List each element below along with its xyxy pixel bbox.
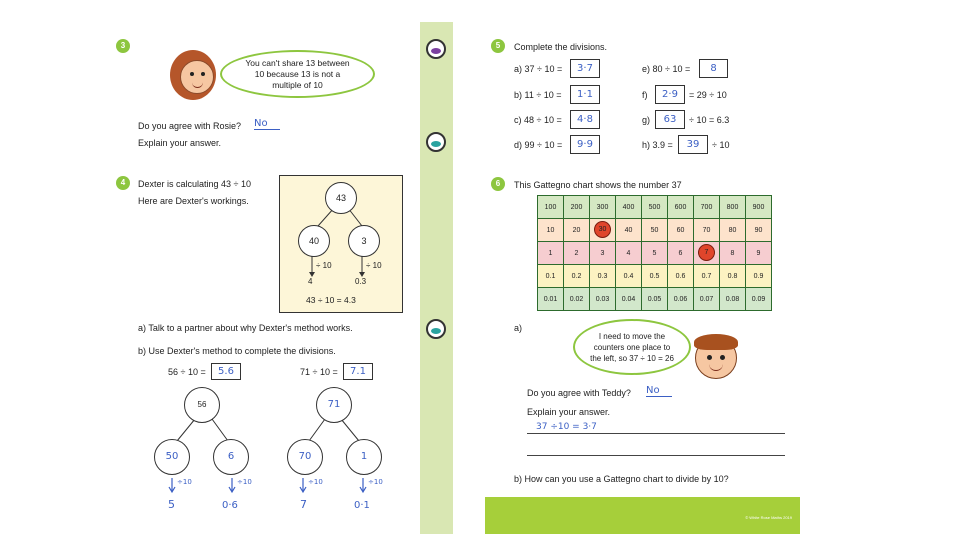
operation-label: ÷10	[177, 478, 192, 486]
chart-cell	[538, 196, 564, 219]
part-circle: 40	[298, 225, 330, 257]
operation-label: ÷10	[368, 478, 383, 486]
result-value: 0.3	[355, 277, 367, 286]
q4-intro-2: Here are Dexter's workings.	[138, 196, 249, 206]
cell-value: 90	[754, 226, 763, 234]
cell-value: 0.3	[597, 272, 608, 280]
question-number: 5	[491, 39, 505, 53]
answer-box[interactable]: 4·8	[570, 110, 600, 129]
chart-cell	[616, 265, 642, 288]
cell-value: 0.4	[623, 272, 634, 280]
cell-value: 0.7	[701, 272, 712, 280]
sticker-icon	[426, 319, 446, 339]
cell-value: 80	[728, 226, 737, 234]
division-item: e) 80 ÷ 10 =	[642, 64, 691, 74]
cell-value: 50	[650, 226, 659, 234]
part-a-label: a)	[514, 323, 523, 333]
cell-value: 20	[572, 226, 581, 234]
operation-label: ÷ 10	[316, 261, 332, 270]
chart-cell	[538, 242, 564, 265]
cell-value: 100	[544, 203, 557, 211]
answer-box[interactable]: 9·9	[570, 135, 600, 154]
cell-value: 0.09	[751, 295, 766, 303]
chart-cell	[668, 196, 694, 219]
cell-value: 0.04	[621, 295, 636, 303]
answer-box[interactable]: 2·9	[655, 85, 685, 104]
chart-cell	[564, 242, 590, 265]
cell-value: 0.07	[699, 295, 714, 303]
page-gutter	[420, 22, 453, 534]
chart-cell	[668, 288, 694, 311]
cell-value: 0.2	[571, 272, 582, 280]
cell-value: 0.06	[673, 295, 688, 303]
cell-value: 4	[626, 249, 631, 257]
counter-label: 7	[704, 249, 709, 256]
division-item: = 29 ÷ 10	[689, 90, 727, 100]
result-value: 5	[168, 498, 175, 511]
agree-prompt: Do you agree with Rosie?	[138, 121, 242, 131]
chart-cell	[668, 265, 694, 288]
chart-cell	[642, 242, 668, 265]
chart-cell	[642, 265, 668, 288]
result-value: 4	[308, 277, 313, 286]
teddy-face-icon	[695, 337, 737, 379]
chart-cell	[694, 288, 720, 311]
result-value: 0·6	[222, 500, 238, 511]
chart-cell	[694, 219, 720, 242]
explain-prompt: Explain your answer.	[138, 138, 222, 148]
whole-circle: 56	[184, 387, 220, 423]
answer-box[interactable]: 8	[699, 59, 728, 78]
answer-line	[527, 433, 785, 434]
chart-row	[538, 242, 772, 265]
cell-value: 500	[648, 203, 661, 211]
cell-value: 5	[652, 249, 657, 257]
chart-cell	[616, 196, 642, 219]
chart-row	[538, 288, 772, 311]
cell-value: 0.02	[569, 295, 584, 303]
cell-value: 600	[674, 203, 687, 211]
cell-value: 300	[596, 203, 609, 211]
question-number: 3	[116, 39, 130, 53]
cell-value: 40	[624, 226, 633, 234]
result-value: 0·1	[354, 500, 370, 511]
tree-question: 56 ÷ 10 =	[168, 367, 206, 377]
answer-box[interactable]: 39	[678, 135, 708, 154]
chart-cell	[642, 288, 668, 311]
cell-value: 3	[600, 249, 605, 257]
cell-value: 6	[678, 249, 683, 257]
part-b: b) Use Dexter's method to complete the divisions.	[138, 346, 336, 356]
cell-value: 9	[756, 249, 761, 257]
question-number: 4	[116, 176, 130, 190]
counter-icon[interactable]	[698, 244, 715, 261]
operation-label: ÷ 10	[366, 261, 382, 270]
chart-cell	[590, 242, 616, 265]
chart-cell	[746, 219, 772, 242]
cell-value: 60	[676, 226, 685, 234]
chart-cell	[746, 242, 772, 265]
equation: 43 ÷ 10 = 4.3	[306, 295, 356, 305]
chart-cell	[616, 219, 642, 242]
chart-cell	[590, 219, 616, 242]
rosie-face-icon	[180, 60, 214, 94]
division-item: d) 99 ÷ 10 =	[514, 140, 563, 150]
division-item: b) 11 ÷ 10 =	[514, 90, 562, 100]
cell-value: 0.08	[725, 295, 740, 303]
cell-value: 0.8	[727, 272, 738, 280]
part-circle-answer[interactable]: 50	[154, 439, 190, 475]
answer-box[interactable]: 7.1	[343, 363, 373, 380]
cell-value: 1	[548, 249, 553, 257]
counter-label: 30	[598, 226, 607, 233]
part-circle-answer[interactable]: 1	[346, 439, 382, 475]
answer-box[interactable]: 3·7	[570, 59, 600, 78]
sticker-icon	[426, 132, 446, 152]
division-item: ÷ 10 = 6.3	[689, 115, 730, 125]
chart-cell	[590, 196, 616, 219]
part-circle-answer[interactable]: 70	[287, 439, 323, 475]
copyright: © White Rose Maths 2019	[745, 515, 792, 520]
chart-cell	[538, 219, 564, 242]
cell-value: 700	[700, 203, 713, 211]
q6-title: This Gattegno chart shows the number 37	[514, 180, 682, 190]
chart-cell	[538, 288, 564, 311]
cell-value: 0.03	[595, 295, 610, 303]
answer-box[interactable]: 1·1	[570, 85, 600, 104]
teddy-speech-bubble: I need to move the counters one place to the left, so 37 ÷ 10 = 26	[573, 319, 691, 375]
chart-cell	[538, 265, 564, 288]
part-circle: 3	[348, 225, 380, 257]
cell-value: 2	[574, 249, 579, 257]
agree-answer: No	[254, 118, 280, 130]
tree-question: 71 ÷ 10 =	[300, 367, 338, 377]
chart-row	[538, 265, 772, 288]
dexter-workings-box	[279, 175, 403, 313]
chart-cell	[720, 242, 746, 265]
cell-value: 0.5	[649, 272, 660, 280]
division-item: ÷ 10	[712, 140, 730, 150]
counter-icon[interactable]	[594, 221, 611, 238]
agree-prompt: Do you agree with Teddy?	[527, 388, 631, 398]
chart-cell	[694, 242, 720, 265]
q5-title: Complete the divisions.	[514, 42, 608, 52]
whole-circle-answer[interactable]: 71	[316, 387, 352, 423]
chart-cell	[668, 219, 694, 242]
cell-value: 0.05	[647, 295, 662, 303]
cell-value: 70	[702, 226, 711, 234]
cell-value: 0.6	[675, 272, 686, 280]
division-item: h) 3.9 =	[642, 140, 673, 150]
cell-value: 0.01	[543, 295, 558, 303]
chart-cell	[590, 288, 616, 311]
agree-answer: No	[646, 385, 672, 397]
cell-value: 8	[730, 249, 735, 257]
answer-line	[527, 455, 785, 456]
footer-bar	[485, 497, 800, 534]
cell-value: 800	[726, 203, 739, 211]
division-item: c) 48 ÷ 10 =	[514, 115, 562, 125]
explain-answer: 37 ÷10 = 3·7	[536, 422, 597, 432]
division-item: a) 37 ÷ 10 =	[514, 64, 563, 74]
operation-label: ÷10	[308, 478, 323, 486]
explain-prompt: Explain your answer.	[527, 407, 611, 417]
chart-cell	[720, 265, 746, 288]
operation-label: ÷10	[237, 478, 252, 486]
division-item: f)	[642, 90, 648, 100]
chart-cell	[720, 288, 746, 311]
part-a: a) Talk to a partner about why Dexter's method works.	[138, 323, 353, 333]
chart-cell	[746, 288, 772, 311]
sticker-icon	[426, 39, 446, 59]
cell-value: 0.9	[753, 272, 764, 280]
chart-cell	[746, 196, 772, 219]
division-item: g)	[642, 115, 651, 125]
question-number: 6	[491, 177, 505, 191]
chart-row	[538, 219, 772, 242]
chart-row	[538, 196, 772, 219]
chart-cell	[694, 265, 720, 288]
chart-cell	[564, 288, 590, 311]
rosie-speech-bubble: You can't share 13 between 10 because 13 is not a multiple of 10	[220, 50, 375, 98]
chart-cell	[720, 219, 746, 242]
result-value: 7	[300, 498, 307, 511]
chart-cell	[616, 288, 642, 311]
answer-box[interactable]: 5.6	[211, 363, 241, 380]
chart-cell	[564, 265, 590, 288]
cell-value: 10	[546, 226, 555, 234]
gattegno-chart	[537, 195, 772, 311]
cell-value: 900	[752, 203, 765, 211]
cell-value: 0.1	[545, 272, 556, 280]
chart-cell	[746, 265, 772, 288]
chart-cell	[564, 196, 590, 219]
chart-cell	[720, 196, 746, 219]
cell-value: 200	[570, 203, 583, 211]
cell-value: 400	[622, 203, 635, 211]
chart-cell	[590, 265, 616, 288]
chart-cell	[642, 196, 668, 219]
chart-cell	[642, 219, 668, 242]
chart-cell	[616, 242, 642, 265]
part-b: b) How can you use a Gattegno chart to divide by 10?	[514, 474, 729, 484]
q4-intro: Dexter is calculating 43 ÷ 10	[138, 179, 251, 189]
answer-box[interactable]: 63	[655, 110, 685, 129]
chart-cell	[668, 242, 694, 265]
chart-cell	[564, 219, 590, 242]
whole-circle: 43	[325, 182, 357, 214]
part-circle-answer[interactable]: 6	[213, 439, 249, 475]
chart-cell	[694, 196, 720, 219]
